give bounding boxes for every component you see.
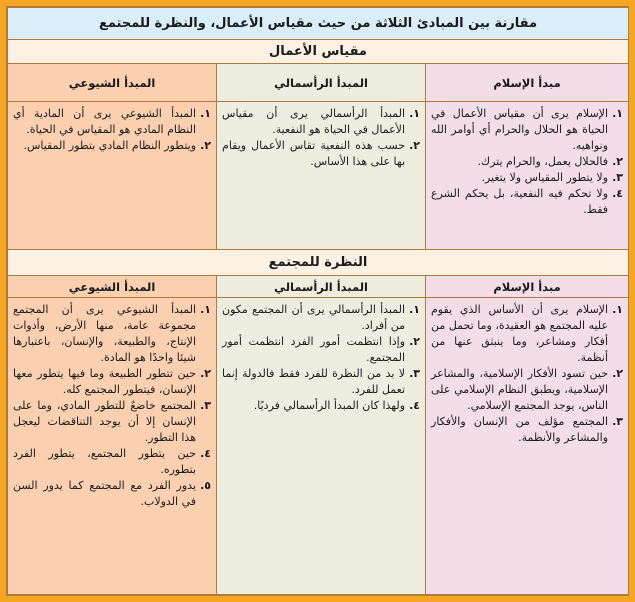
page-title: مقارنة بين المبادئ الثلاثة من حيث مقياس الأعمال، والنظرة للمجتمع: [8, 8, 629, 40]
cell-communism-society-view: [8, 298, 217, 595]
section-heading-work-measure: مقياس الأعمال: [8, 40, 629, 64]
list-item: ٣. المجتمع خاضعٌ للتطور المادي، وما على الإنسان إلا أن يوجد التناقضات ليعجل هذا التطور.: [13, 399, 212, 444]
list-item: ١. المبدأ الشيوعي يرى أن المادية أي النظام المادي هو المقياس في الحياة.: [13, 107, 212, 136]
points-list: [8, 102, 216, 154]
column-header-islam: مبدأ الإسلام: [426, 276, 629, 298]
list-item: ٣. المجتمع مؤلف من الإنسان والأفكار والمشاعر والأنظمة.: [431, 415, 624, 444]
list-item: ١. المبدأ الشيوعي يرى أن المجتمع مجموعة عامة، منها الأرض، وأدوات الإنتاج، والطبيعة، والإنسان، باعتبارها شيئا واحدًا هو المادة.: [13, 303, 212, 364]
list-item: ٣. لا بد من النظرة للفرد فقط فالدولة إنما تعمل للفرد.: [222, 367, 421, 396]
list-item: ٥. يدور الفرد مع المجتمع كما يدور السن في الدولاب.: [13, 479, 212, 508]
list-item: ٤. حين يتطور المجتمع، يتطور الفرد بتطوره.: [13, 447, 212, 476]
list-item: ١. المبدأ الرأسمالي يرى أن المجتمع مكون من أفراد.: [222, 303, 421, 332]
list-item: ١. الإسلام يرى أن الأساس الذي يقوم عليه المجتمع هو العقيدة، وما تحمل من أفكار ومشاعر، وما ينبثق عنها من أنظمة.: [431, 303, 624, 364]
list-item: ٢. حين تتطور الطبيعة وما فيها يتطور معها الإنسان، فيتطور المجتمع كله.: [13, 367, 212, 396]
points-list: [426, 102, 628, 218]
comparison-table: [7, 7, 629, 595]
list-item: ٢. حين تسود الأفكار الإسلامية، والمشاعر الإسلامية، ويطبق النظام الإسلامي على الناس، يوجد المجتمع الإسلامي.: [431, 367, 624, 412]
cell-communism-work-measure: [8, 102, 217, 250]
list-item: ٢. حسب هذه النفعية تقاس الأعمال ويقام بها على هذا الأساس.: [222, 139, 421, 168]
list-item: ٤. ولا تحكم فيه النفعية، بل يحكم الشرع فقط.: [431, 187, 624, 216]
list-item: ٣. ولا يتطور المقياس ولا يتغير.: [481, 171, 624, 184]
cell-capitalism-society-view: [217, 298, 426, 595]
list-item: ٢. فالحلال يعمل، والحرام يترك.: [477, 155, 624, 168]
points-list: [426, 298, 628, 446]
points-list: [217, 102, 425, 170]
section-heading-society-view: النظرة للمجتمع: [8, 250, 629, 276]
column-header-communism: المبدأ الشيوعي: [8, 64, 217, 102]
column-header-communism: المبدأ الشيوعي: [8, 276, 217, 298]
column-header-capitalism: المبدأ الرأسمالي: [217, 276, 426, 298]
points-list: [8, 298, 216, 510]
column-header-islam: مبدأ الإسلام: [426, 64, 629, 102]
list-item: ١. الإسلام يرى أن مقياس الأعمال في الحياة هو الحلال والحرام أي أوامر الله ونواهيه.: [431, 107, 624, 152]
list-item: ٤. ولهذا كان المبدأ الرأسمالي فرديًا.: [253, 399, 421, 412]
list-item: ١. المبدأ الرأسمالي يرى أن مقياس الأعمال في الحياة هو النفعية.: [222, 107, 421, 136]
list-item: ٢. وإذا انتظمت أمور الفرد انتظمت أمور المجتمع.: [222, 335, 421, 364]
cell-capitalism-work-measure: [217, 102, 426, 250]
cell-islam-work-measure: [426, 102, 629, 250]
comparison-document: [6, 6, 629, 596]
cell-islam-society-view: [426, 298, 629, 595]
points-list: [217, 298, 425, 414]
list-item: ٢. ويتطور النظام المادي بتطور المقياس.: [23, 139, 212, 152]
column-header-capitalism: المبدأ الرأسمالي: [217, 64, 426, 102]
